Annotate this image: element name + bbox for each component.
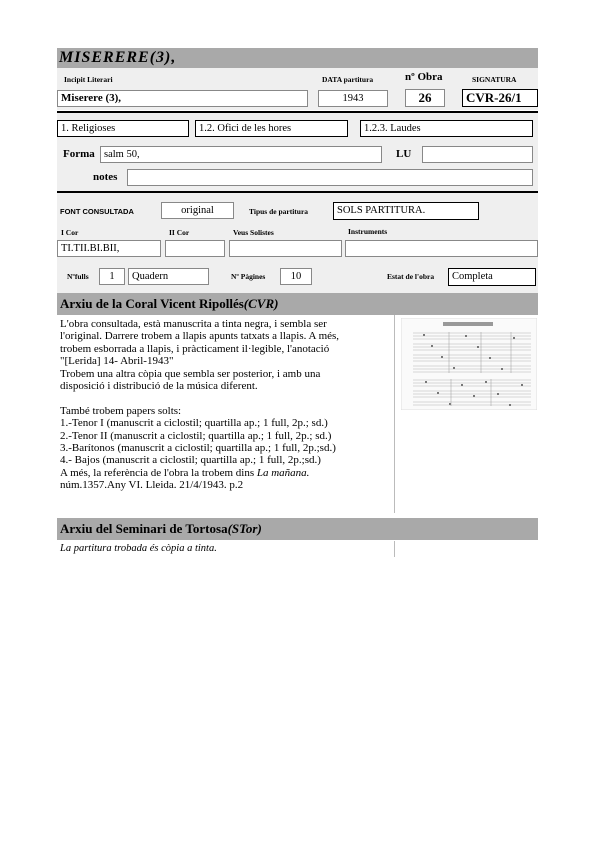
incipit-field[interactable]: Miserere (3), xyxy=(57,90,308,107)
signatura-field[interactable]: CVR-26/1 xyxy=(462,89,538,107)
lu-label: LU xyxy=(396,148,412,160)
category-2-field[interactable]: 1.2. Ofici de les hores xyxy=(195,120,348,137)
notes-label: notes xyxy=(93,171,118,183)
archive-stor-title-text: Arxiu del Seminari de Tortosa xyxy=(60,521,228,536)
note-line: 2.-Tenor II (manuscrit a ciclostil; quartilla ap.; 1 full, 2p.; sd.) xyxy=(60,429,332,442)
instruments-field[interactable] xyxy=(345,240,538,257)
column-divider xyxy=(394,315,395,513)
archive-stor-note: La partitura trobada és còpia a tinta. xyxy=(60,543,217,554)
veus-solistes-label: Veus Solistes xyxy=(233,228,274,237)
category-1-field[interactable]: 1. Religioses xyxy=(57,120,189,137)
archive-stor-title xyxy=(60,521,262,537)
archive-cvr-title-text: Arxiu de la Coral Vicent Ripollés xyxy=(60,296,244,311)
note-line: l'original. Darrere trobem a llapis apunts tatxats a llapis. A més, xyxy=(60,330,340,343)
veus-solistes-field[interactable] xyxy=(229,240,342,257)
obra-field[interactable]: 26 xyxy=(405,89,445,107)
score-thumbnail-image[interactable] xyxy=(401,318,537,410)
page-title: MISERERE(3), xyxy=(59,49,177,66)
note-line: disposició i distribució de la música diferent. xyxy=(60,380,258,393)
i-cor-field[interactable]: TI.TII.BI.BII, xyxy=(57,240,161,257)
note-line: Trobem una altra còpia que sembla ser posterior, i amb una xyxy=(60,367,321,380)
tipus-partitura-label: Tipus de partitura xyxy=(249,207,309,216)
notes-field[interactable] xyxy=(127,169,533,186)
note-line: 4.- Bajos (manuscrit a ciclostil; quartilla ap.; 1 full, 2p.;sd.) xyxy=(60,454,321,467)
archive-cvr-title-abbr: (CVR) xyxy=(243,296,279,311)
instruments-label: Instruments xyxy=(348,227,388,236)
i-cor-label: I Cor xyxy=(61,228,79,237)
font-consultada-field[interactable]: original xyxy=(161,202,234,219)
reference-text: A més, la referència de l'obra la trobem dins xyxy=(60,466,257,479)
category-3-field[interactable]: 1.2.3. Laudes xyxy=(360,120,533,137)
npagines-label: Nº Pàgines xyxy=(231,272,266,281)
npagines-field[interactable]: 10 xyxy=(280,268,312,285)
note-line: 1.-Tenor I (manuscrit a ciclostil; quartilla ap.; 1 full, 2p.; sd.) xyxy=(60,417,328,430)
column-divider-2 xyxy=(394,541,395,557)
obra-label: nº Obra xyxy=(405,71,443,83)
quadern-field[interactable]: Quadern xyxy=(128,268,209,285)
data-partitura-field[interactable]: 1943 xyxy=(318,90,388,107)
ii-cor-field[interactable] xyxy=(165,240,225,257)
lu-field[interactable] xyxy=(422,146,533,163)
note-line: L'obra consultada, està manuscrita a tinta negra, i sembla ser xyxy=(60,318,327,330)
note-line: trobem esborrada a llapis, i pràcticament il·legible, l'anotació xyxy=(60,342,330,355)
forma-field[interactable]: salm 50, xyxy=(100,146,382,163)
font-consultada-label: FONT CONSULTADA xyxy=(60,207,134,216)
signatura-label: SIGNATURA xyxy=(472,75,517,84)
estat-obra-label: Estat de l'obra xyxy=(387,272,435,281)
forma-label: Forma xyxy=(63,148,95,160)
note-line-reference xyxy=(60,467,396,479)
nfulls-field[interactable]: 1 xyxy=(99,268,125,285)
reference-newspaper: La mañana. xyxy=(256,466,310,479)
archive-cvr-title xyxy=(60,296,278,312)
tipus-partitura-field[interactable]: SOLS PARTITURA. xyxy=(333,202,479,220)
note-line: També trobem papers solts: xyxy=(60,404,182,417)
archive-stor-title-abbr: (STor) xyxy=(227,521,262,536)
estat-obra-field[interactable]: Completa xyxy=(448,268,536,286)
data-partitura-label: DATA partitura xyxy=(322,75,374,84)
note-line xyxy=(60,392,396,404)
ii-cor-label: II Cor xyxy=(169,228,190,237)
note-line: 3.-Barítonos (manuscrit a ciclostil; quartilla ap.; 1 full, 2p.;sd.) xyxy=(60,442,336,455)
archive-cvr-notes xyxy=(60,318,396,492)
note-line: "[Lerida] 14- Abril-1943" xyxy=(60,355,174,368)
note-line: núm.1357.Any VI. Lleida. 21/4/1943. p.2 xyxy=(60,479,244,492)
nfulls-label: Nºfulls xyxy=(67,272,89,281)
incipit-label: Incipit Literari xyxy=(64,75,113,84)
